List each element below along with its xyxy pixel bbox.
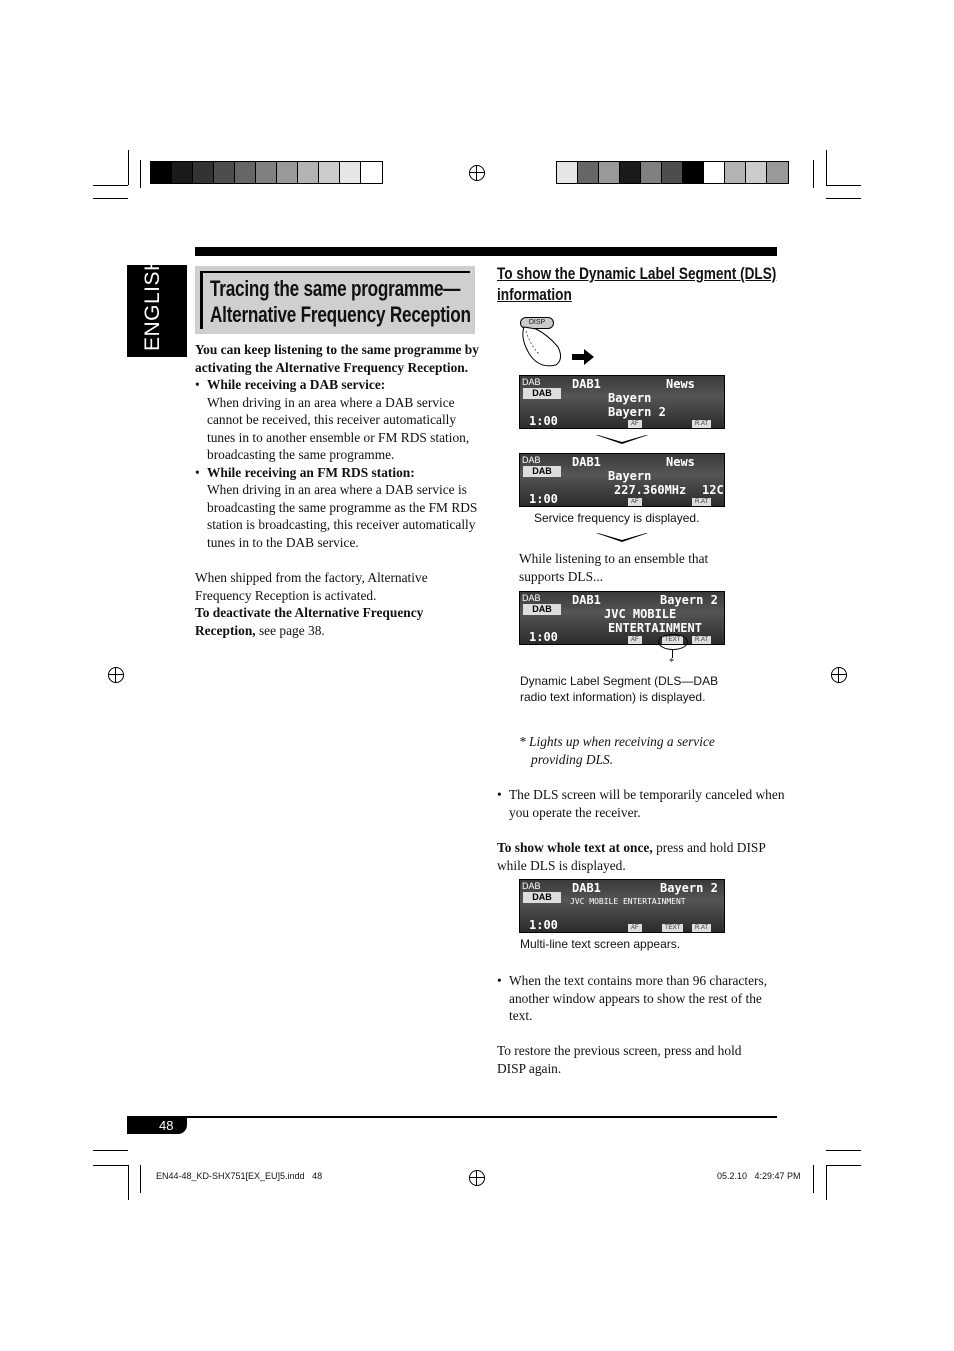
color-swatch [172, 162, 193, 183]
print-timestamp: 05.2.10 4:29:47 PM [717, 1171, 801, 1181]
finger-icon [518, 325, 578, 371]
bullet-fm-rds [195, 464, 480, 552]
crop-mark [128, 150, 129, 185]
crop-mark [813, 1165, 814, 1193]
section-title-line2: Alternative Frequency Reception [210, 302, 471, 327]
bullet-fm-heading: While receiving an FM RDS station: [207, 464, 415, 480]
af-indicator: AF [628, 636, 642, 644]
disp-button-illustration [518, 315, 598, 371]
radio-display-3 [519, 591, 725, 645]
pty-label: News [666, 455, 695, 469]
dls-line-1: JVC MOBILE [604, 607, 677, 621]
top-rule [195, 247, 777, 256]
clock: 1:00 [529, 630, 558, 644]
crop-mark [93, 198, 128, 199]
dls-heading-line2: information [497, 285, 572, 304]
registration-mark-icon [831, 667, 847, 683]
bullet-dab-heading: While receiving a DAB service: [207, 377, 386, 392]
clock: 1:00 [529, 492, 558, 506]
service-label: Bayern 2 [660, 881, 718, 895]
ensemble-line: Bayern [608, 391, 652, 405]
deactivate-bold: To deactivate the Alternative Frequency Reception, [195, 605, 424, 638]
deactivate-rest: see page 38. [255, 622, 325, 638]
registration-mark-icon [108, 667, 124, 683]
crop-mark [826, 1150, 861, 1151]
crop-mark [140, 160, 141, 188]
color-swatch [683, 162, 704, 183]
bullet-dab [195, 376, 480, 464]
caption-multiline: Multi-line text screen appears. [520, 937, 681, 951]
intro-text: You can keep listening to the same programme by activating the Alternative Frequency Reception. [195, 342, 479, 375]
radio-display-2 [519, 453, 725, 507]
dls-heading-line1: To show the Dynamic Label Segment (DLS) [497, 264, 777, 283]
color-swatch [767, 162, 788, 183]
radio-display-4 [519, 879, 725, 933]
page-number: 48 [159, 1118, 174, 1133]
text-indicator-highlight [658, 634, 688, 650]
rat-indicator: R.AT [692, 924, 711, 932]
bottom-rule [127, 1116, 777, 1118]
title-top-line [200, 271, 470, 273]
color-bar-left [150, 161, 383, 184]
band-label: DAB1 [572, 881, 601, 895]
crop-mark [826, 198, 861, 199]
file-name: EN44-48_KD-SHX751[EX_EU]5.indd 48 [156, 1171, 323, 1181]
service-line: Bayern 2 [608, 405, 666, 419]
display-label: DAB [522, 881, 541, 891]
whole-text-rest: press and hold DISP while DLS is displayed. [497, 840, 766, 873]
dls-intro: While listening to an ensemble that supports DLS... [519, 551, 709, 584]
display-label: DAB [522, 455, 541, 465]
color-swatch [641, 162, 662, 183]
band-label: DAB1 [572, 593, 601, 607]
af-indicator: AF [628, 420, 642, 428]
clock: 1:00 [529, 414, 558, 428]
color-swatch [557, 162, 578, 183]
color-swatch [151, 162, 172, 183]
arrow-down-icon [596, 435, 648, 444]
bullet-dot: • [497, 787, 502, 802]
dab-logo: DAB [523, 466, 561, 477]
multiline-text: JVC MOBILE ENTERTAINMENT [570, 897, 686, 906]
asterisk-marker: * [669, 657, 674, 668]
color-bar-right [556, 161, 789, 184]
af-indicator: AF [628, 498, 642, 506]
color-swatch [725, 162, 746, 183]
crop-mark [826, 1165, 827, 1200]
arrow-down-icon [596, 533, 648, 542]
crop-mark [93, 1165, 128, 1166]
restore-instruction: To restore the previous screen, press and hold DISP again. [497, 1043, 742, 1076]
text-indicator: TEXT [662, 636, 683, 644]
bullet-dot: • [497, 973, 502, 988]
bullet-cancel [497, 786, 789, 821]
crop-mark [813, 160, 814, 188]
color-swatch [256, 162, 277, 183]
bullet-96-text: When the text contains more than 96 characters, another window appears to show the rest of the text. [509, 973, 768, 1023]
color-swatch [193, 162, 214, 183]
section-title-line1: Tracing the same programme— [210, 276, 461, 301]
band-label: DAB1 [572, 455, 601, 469]
registration-mark-icon [469, 1170, 485, 1186]
arrow-right-icon [572, 349, 594, 365]
crop-mark [93, 185, 128, 186]
dab-logo: DAB [523, 388, 561, 399]
rat-indicator: R.AT [692, 636, 711, 644]
crop-mark [128, 1165, 129, 1200]
factory-note: When shipped from the factory, Alternative Frequency Reception is activated. [195, 570, 428, 603]
crop-mark [93, 1150, 128, 1151]
disp-button[interactable]: DISP [520, 317, 554, 329]
color-swatch [340, 162, 361, 183]
color-swatch [361, 162, 382, 183]
color-swatch [235, 162, 256, 183]
whole-text-instruction [497, 839, 772, 874]
radio-display-1 [519, 375, 725, 429]
service-label: Bayern 2 [660, 593, 718, 607]
color-swatch [662, 162, 683, 183]
page-number-badge [127, 1117, 187, 1134]
language-label: ENGLISH [141, 255, 164, 351]
text-indicator: TEXT [662, 924, 683, 932]
color-swatch [298, 162, 319, 183]
ensemble-line: Bayern [608, 469, 652, 483]
left-column [195, 341, 480, 639]
dls-line-2: ENTERTAINMENT [608, 621, 702, 635]
pty-label: News [666, 377, 695, 391]
rat-indicator: R.AT [692, 498, 711, 506]
deactivate-note [195, 604, 480, 639]
language-tab [127, 255, 187, 357]
color-swatch [214, 162, 235, 183]
bullet-dab-body: When driving in an area where a DAB service cannot be received, this receiver automatically tunes in to another ensemble or FM RDS station, broadcasting the same programme. [207, 394, 470, 462]
color-swatch [704, 162, 725, 183]
bullet-dot: • [195, 377, 200, 392]
caption-dls: Dynamic Label Segment (DLS—DAB radio text information) is displayed. [520, 674, 719, 704]
crop-mark [140, 1165, 141, 1193]
whole-text-bold: To show whole text at once, [497, 840, 653, 855]
color-swatch [599, 162, 620, 183]
color-swatch [746, 162, 767, 183]
crop-mark [826, 150, 827, 185]
display-label: DAB [522, 377, 541, 387]
rat-indicator: R.AT [692, 420, 711, 428]
bullet-dot: • [195, 464, 200, 480]
frequency-line: 227.360MHz [614, 483, 687, 497]
registration-mark-icon [469, 165, 485, 181]
display-label: DAB [522, 593, 541, 603]
caption-frequency: Service frequency is displayed. [534, 511, 700, 525]
crop-mark [826, 185, 861, 186]
channel-label: 12C [702, 483, 724, 497]
title-accent-bar [200, 271, 203, 329]
color-swatch [620, 162, 641, 183]
bullet-fm-body: When driving in an area where a DAB service is broadcasting the same programme as the FM RDS station is broadcasting, this receiver automatically tunes in to the DAB service. [207, 482, 478, 550]
section-title-box [195, 266, 475, 334]
color-swatch [578, 162, 599, 183]
bullet-cancel-text: The DLS screen will be temporarily canceled when you operate the receiver. [509, 787, 785, 820]
dab-logo: DAB [523, 604, 561, 615]
color-swatch [319, 162, 340, 183]
crop-mark [826, 1165, 861, 1166]
bullet-96-chars [497, 972, 784, 1025]
dls-heading [497, 263, 776, 305]
clock: 1:00 [529, 918, 558, 932]
band-label: DAB1 [572, 377, 601, 391]
af-indicator: AF [628, 924, 642, 932]
color-swatch [277, 162, 298, 183]
dab-logo: DAB [523, 892, 561, 903]
footnote-dls: * Lights up when receiving a service providing DLS. [519, 734, 715, 767]
